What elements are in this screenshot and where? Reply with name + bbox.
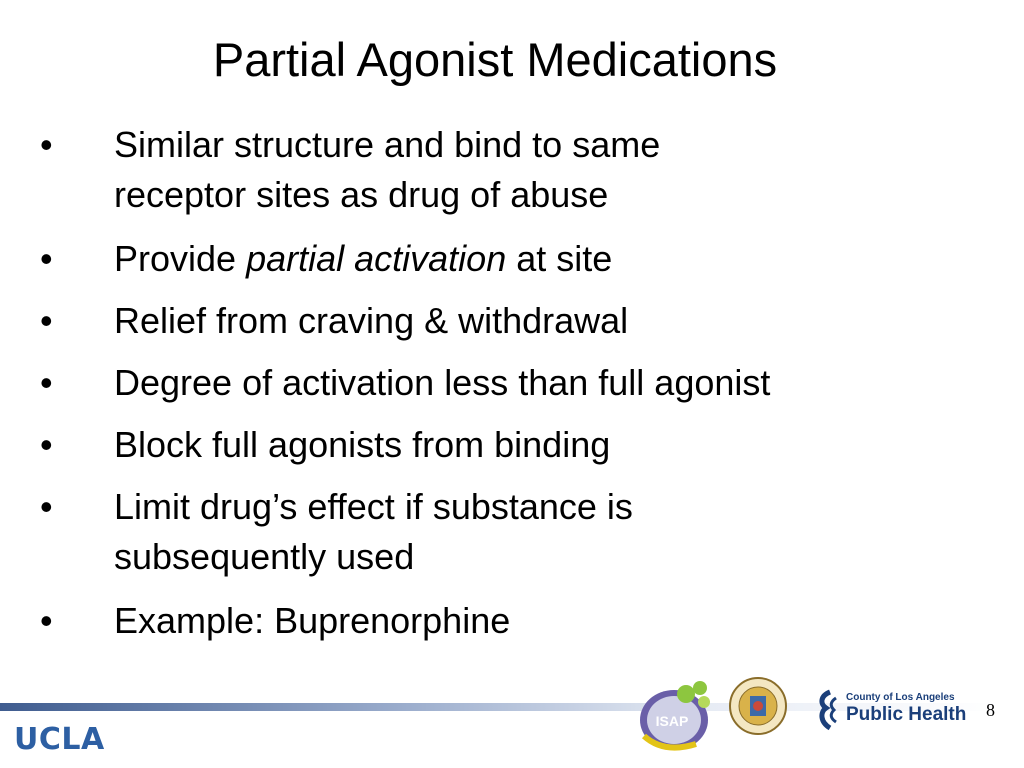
- bullet-emphasis: partial activation: [246, 238, 507, 279]
- public-health-title-text: Public Health: [846, 704, 967, 725]
- isap-bead: [698, 696, 710, 708]
- bullet-marker: •: [40, 486, 53, 527]
- bullet-marker: •: [40, 238, 53, 279]
- seal-emblem-center: [753, 701, 763, 711]
- bullet-marker: •: [40, 124, 53, 165]
- bullet-text-after: at site: [506, 238, 613, 279]
- bullet-item: [40, 120, 1000, 220]
- public-health-icon: [812, 688, 842, 732]
- bullet-text-before: Provide: [114, 238, 247, 279]
- bullet-line: subsequently used: [114, 536, 415, 577]
- bullet-item: [40, 234, 1000, 284]
- bullet-marker: •: [40, 362, 53, 403]
- bullet-list: [40, 120, 1000, 658]
- bullet-item: [40, 358, 1000, 408]
- isap-bead: [693, 681, 707, 695]
- bullet-marker: •: [40, 600, 53, 641]
- bullet-line: Similar structure and bind to same: [114, 124, 661, 165]
- slide-title: Partial Agonist Medications: [212, 33, 778, 86]
- public-health-county-text: County of Los Angeles: [846, 692, 955, 703]
- bullet-text: Degree of activation less than full agonist: [114, 362, 771, 403]
- bullet-marker: •: [40, 424, 53, 465]
- bullet-text: Block full agonists from binding: [114, 424, 611, 465]
- page-number: 8: [986, 700, 995, 720]
- bullet-marker: •: [40, 300, 53, 341]
- bullet-item: [40, 596, 1000, 646]
- bullet-text: Example: Buprenorphine: [114, 600, 511, 641]
- bullet-item: [40, 420, 1000, 470]
- ucla-logo: UCLA: [14, 722, 105, 757]
- isap-bead: [677, 685, 695, 703]
- bullet-text: Relief from craving & withdrawal: [114, 300, 629, 341]
- bullet-line: receptor sites as drug of abuse: [114, 174, 609, 215]
- isap-label: ISAP: [655, 713, 689, 729]
- isap-logo: [634, 676, 718, 756]
- public-health-logo: [812, 688, 967, 734]
- bullet-item: [40, 296, 1000, 346]
- bullet-line: Limit drug’s effect if substance is: [114, 486, 633, 527]
- bullet-item: [40, 482, 1000, 582]
- county-seal-logo: [728, 676, 788, 736]
